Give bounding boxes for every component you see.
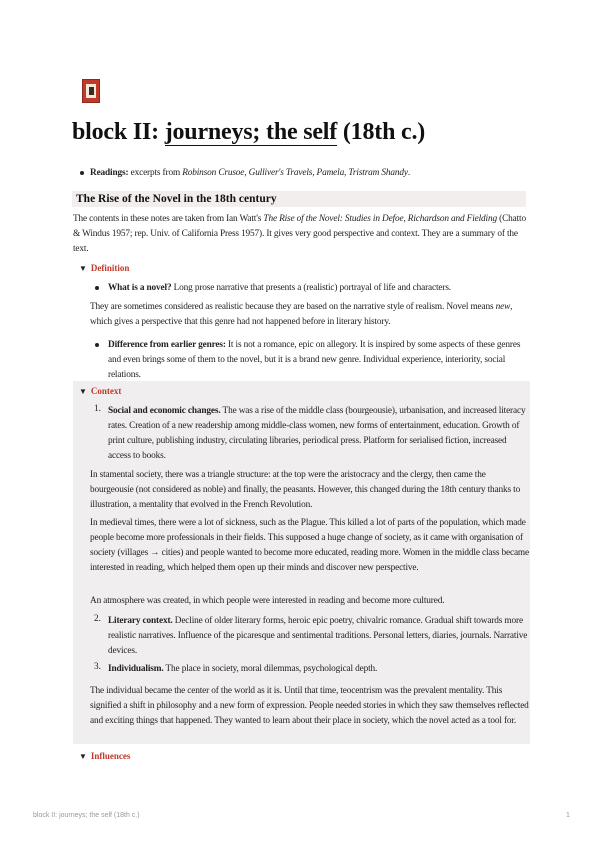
list-number: 2. xyxy=(94,614,101,624)
toggle-influences[interactable]: ▼ Influences xyxy=(79,751,131,761)
section-heading: The Rise of the Novel in the 18th century xyxy=(72,191,526,207)
bullet-icon xyxy=(95,343,99,347)
list-number: 1. xyxy=(94,404,101,414)
page-footer: block II: journeys; the self (18th c.) xyxy=(33,812,140,819)
definition-paragraph: They are sometimes considered as realistic because they are based on the narrative style of realism. Novel means new, which gives a perspective that this genre had not happened before in literary history. xyxy=(90,302,513,327)
triangle-down-icon: ▼ xyxy=(79,752,87,761)
definition-item-1: What is a novel? Long prose narrative that presents a (realistic) portrayal of life and characters. xyxy=(108,283,451,293)
context-item-2: Literary context. Decline of older literary forms, heroic epic poetry, chivalric romance. Gradual shift towards more realistic narratives. Influence of the picaresque and sentimental traditions. Personal letters, diaries, journals. Narrative devices. xyxy=(108,616,528,656)
context-item-1: Social and economic changes. The was a rise of the middle class (bourgeousie), urbanisation, and increased literacy rates. Creation of a new readership among middle-class women, new forms of entertainment, education. Growth of print culture, publishing industry, circulating libraries, periodical press. Platform for serialised fiction, increased access to books. xyxy=(108,406,526,461)
toggle-context[interactable]: ▼ Context xyxy=(79,386,122,396)
page-title: block II: journeys; the self (18th c.) xyxy=(72,119,426,145)
toggle-definition[interactable]: ▼ Definition xyxy=(79,263,130,273)
list-number: 3. xyxy=(94,662,101,672)
context-paragraph-3: An atmosphere was created, in which people were interested in reading and become more cultured. xyxy=(90,596,445,606)
document-logo-icon xyxy=(82,79,100,103)
context-paragraph-2: In medieval times, there were a lot of sickness, such as the Plague. This killed a lot of parts of the population, which made people become more professionals in their fields. This supposed a huge change of society, as it came with organisation of society (villages → cities) and people wanted to become more educated, reading more. Women in the middle class became interested in reading, which helped them open up their minds and discover new perspective. xyxy=(90,518,529,573)
triangle-down-icon: ▼ xyxy=(79,264,87,273)
readings-line: Readings: excerpts from Robinson Crusoe, Gulliver's Travels, Pamela, Tristram Shandy. xyxy=(90,168,411,178)
page-number: 1 xyxy=(566,812,570,819)
bullet-icon xyxy=(80,171,84,175)
definition-item-2: Difference from earlier genres: It is not a romance, epic on allegory. It is inspired by some aspects of these genres and even brings some of them to the novel, but it is a brand new genre. Individual experience, interiority, social relations. xyxy=(108,340,521,380)
context-paragraph-1: In stamental society, there was a triangle structure: at the top were the aristocracy and the clergy, then came the bourgeousie (not considered as noble) and finally, the peasants. However, this changed during the 18th century thanks to illustration, a mentality that evolved in the French Revolution. xyxy=(90,470,521,510)
triangle-down-icon: ▼ xyxy=(79,387,87,396)
intro-paragraph: The contents in these notes are taken from Ian Watt's The Rise of the Novel: Studies in Defoe, Richardson and Fielding (Chatto & Windus 1957; rep. Univ. of California Press 1957). It gives very good perspective and context. They are a summary of the text. xyxy=(73,214,526,254)
context-item-3: Individualism. The place in society, moral dilemmas, psychological depth. xyxy=(108,664,378,674)
bullet-icon xyxy=(95,286,99,290)
context-paragraph-4: The individual became the center of the world as it is. Until that time, teocentrism was the prevalent mentality. This signified a shift in philosophy and a new form of expression. People needed stories in which they saw themselves reflected and exciting things that happened. They wanted to learn about their place in society, which the novel acted as a tool for. xyxy=(90,686,529,726)
